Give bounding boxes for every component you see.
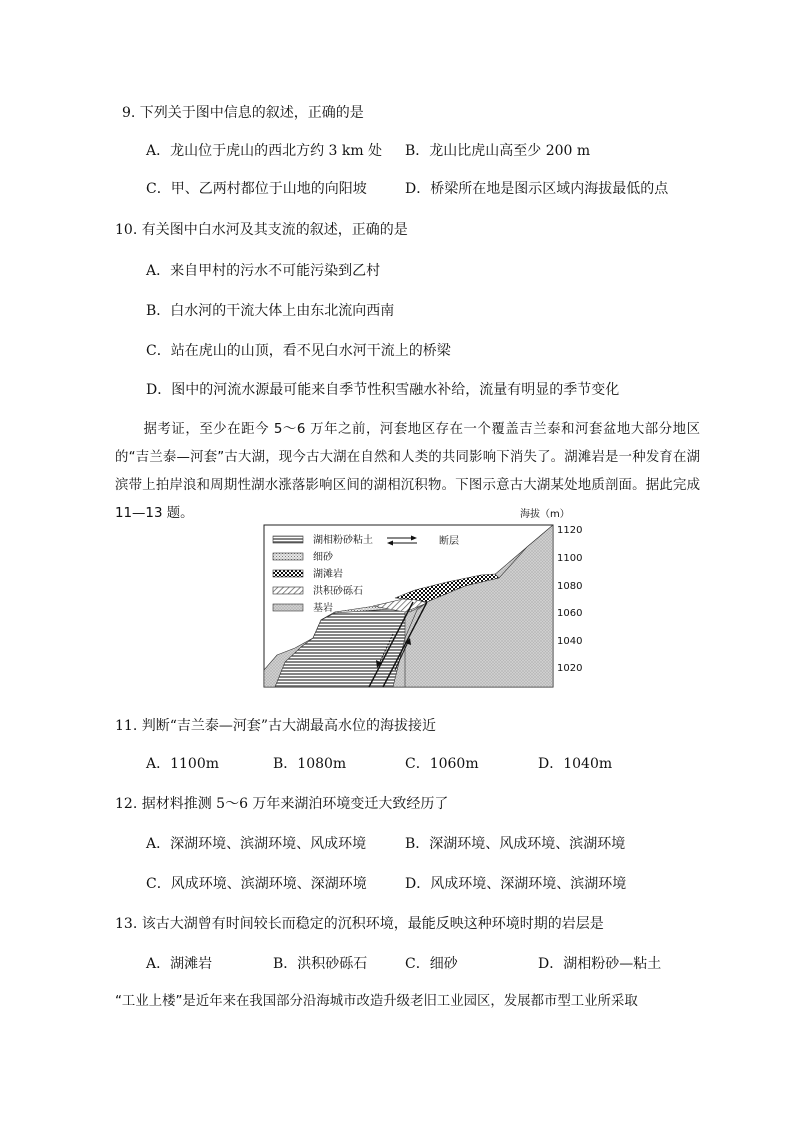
q12-option-a: A．深湖环境、滨湖环境、风成环境: [146, 836, 367, 852]
legend-label-silt: 湖相粉砂粘土: [313, 535, 373, 546]
tick-1080: 1080: [557, 581, 583, 592]
q13-option-d: D．湖相粉砂—粘土: [538, 956, 662, 972]
tick-1100: 1100: [557, 553, 583, 564]
tick-1120: 1120: [557, 525, 583, 536]
legend-swatch-gravel: [273, 587, 303, 594]
q11-option-c: C．1060m: [405, 756, 479, 772]
q11-option-b: B．1080m: [273, 756, 347, 772]
q9-option-b: B．龙山比虎山高至少 200 m: [405, 143, 591, 159]
axis-title: 海拔（m）: [520, 509, 570, 520]
q13-option-c: C．细砂: [405, 956, 458, 972]
q11-option-a: A．1100m: [146, 756, 220, 772]
legend-label-beach: 湖滩岩: [313, 569, 343, 580]
q12-stem: 12. 据材料推测 5～6 万年来湖泊环境变迁大致经历了: [115, 796, 449, 812]
legend-label-gravel: 洪积砂砾石: [313, 586, 363, 597]
q11-stem: 11. 判断“吉兰泰—河套”古大湖最高水位的海拔接近: [115, 718, 437, 734]
legend-swatch-bedrock: [273, 604, 303, 611]
tick-labels: [557, 525, 582, 674]
q13-stem: 13. 该古大湖曾有时间较长而稳定的沉积环境，最能反映这种环境时期的岩层是: [115, 916, 604, 932]
tail-passage: [115, 988, 700, 1016]
legend-swatch-silt: [273, 536, 303, 543]
q12-option-c: C．风成环境、滨湖环境、深湖环境: [146, 876, 367, 892]
q10-stem: 10. 有关图中白水河及其支流的叙述，正确的是: [115, 222, 408, 238]
q9-option-c: C．甲、乙两村都位于山地的向阳坡: [146, 181, 367, 197]
q12-option-d: D．风成环境、深湖环境、滨湖环境: [405, 876, 627, 892]
legend-swatch-sand: [273, 553, 303, 560]
tick-1040: 1040: [557, 636, 583, 647]
geologic-profile-figure: [255, 502, 605, 694]
passage-text: 据考证，至少在距今 5～6 万年之前，河套地区存在一个覆盖吉兰泰和河套盆地大部分地区的“吉兰泰—河套”古大湖，现今古大湖在自然和人类的共同影响下消失了。湖滩岩是一种发育在湖滨带上拍岸浪和周期性湖水涨落影响区间的湖相沉积物。下图示意古大湖某处地质剖面。据此完成 11—13 题。: [115, 422, 700, 521]
q13-option-b: B．洪积砂砾石: [273, 956, 368, 972]
q10-option-b: B．白水河的干流大体上由东北流向西南: [146, 303, 395, 319]
tail-text: “工业上楼”是近年来在我国部分沿海城市改造升级老旧工业园区，发展都市型工业所采取: [115, 994, 638, 1009]
legend-swatch-beach: [273, 570, 303, 577]
q10-option-d: D．图中的河流水源最可能来自季节性积雪融水补给，流量有明显的季节变化: [146, 382, 620, 398]
q10-option-a: A．来自甲村的污水不可能污染到乙村: [146, 263, 381, 279]
q9-option-a: A．龙山位于虎山的西北方约 3 km 处: [146, 143, 383, 159]
tick-1060: 1060: [557, 608, 583, 619]
q11-option-d: D．1040m: [538, 756, 613, 772]
legend-label-sand: 细砂: [313, 552, 333, 563]
q12-option-b: B．深湖环境、风成环境、滨湖环境: [405, 836, 626, 852]
q13-option-a: A．湖滩岩: [146, 956, 213, 972]
tick-1020: 1020: [557, 663, 583, 674]
q9-stem: 9. 下列关于图中信息的叙述，正确的是: [122, 105, 364, 121]
legend-label-bedrock: 基岩: [313, 603, 333, 614]
legend-label-fault: 断层: [439, 536, 459, 547]
q9-option-d: D．桥梁所在地是图示区域内海拔最低的点: [405, 181, 669, 197]
q10-option-c: C．站在虎山的山顶，看不见白水河干流上的桥梁: [146, 343, 451, 359]
